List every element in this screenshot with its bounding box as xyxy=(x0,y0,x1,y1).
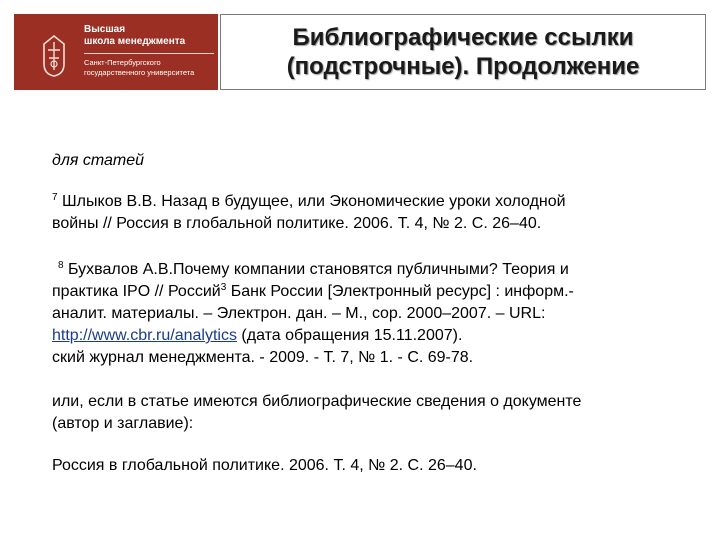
final-reference: Россия в глобальной политике. 2006. Т. 4, № 2. С. 26–40. xyxy=(52,457,477,474)
logo-line: Высшая xyxy=(84,24,126,35)
logo-text xyxy=(84,24,214,78)
title-line: Библиографические ссылки xyxy=(292,24,634,51)
cbr-analytics-link[interactable]: http://www.cbr.ru/analytics xyxy=(52,327,237,344)
footnote-number: 8 xyxy=(58,260,64,271)
reference-text: ский журнал менеджмента. - 2009. - Т. 7, № 1. - С. 69-78. xyxy=(52,349,474,366)
reference-text: практика IPO // Россий xyxy=(52,283,221,300)
reference-text: Бухвалов А.В.Почему компании становятся публичными? Теория и xyxy=(63,261,569,278)
note-text: (автор и заглавие): xyxy=(52,415,194,432)
subheading: для статей xyxy=(52,152,145,169)
logo-line: Санкт-Петербургского xyxy=(84,58,161,67)
emblem-icon xyxy=(40,34,68,78)
reference-7 xyxy=(52,191,672,235)
university-logo xyxy=(14,14,218,90)
reference-text: Шлыков В.В. Назад в будущее, или Экономические уроки холодной xyxy=(57,193,566,210)
footnote-number: 3 xyxy=(220,282,227,293)
reference-text: аналит. материалы. – Электрон. дан. – М., cop. 2000–2007. – URL: xyxy=(52,305,546,322)
note-text: или, если в статье имеются библиографические сведения о документе xyxy=(52,393,582,410)
slide-title xyxy=(220,14,706,90)
logo-line: государственного университета xyxy=(84,68,195,77)
logo-line: школа менеджмента xyxy=(84,36,186,47)
note-paragraph xyxy=(52,391,672,435)
title-line: (подстрочные). Продолжение xyxy=(286,53,640,80)
reference-8 xyxy=(52,259,672,369)
reference-text: войны // Россия в глобальной политике. 2006. Т. 4, № 2. С. 26–40. xyxy=(52,215,542,232)
footnote-number: 7 xyxy=(52,192,58,203)
reference-text: Банк России [Электронный ресурс] : информ.- xyxy=(226,283,574,300)
logo-divider xyxy=(84,53,214,54)
reference-text: (дата обращения 15.11.2007). xyxy=(236,327,463,344)
